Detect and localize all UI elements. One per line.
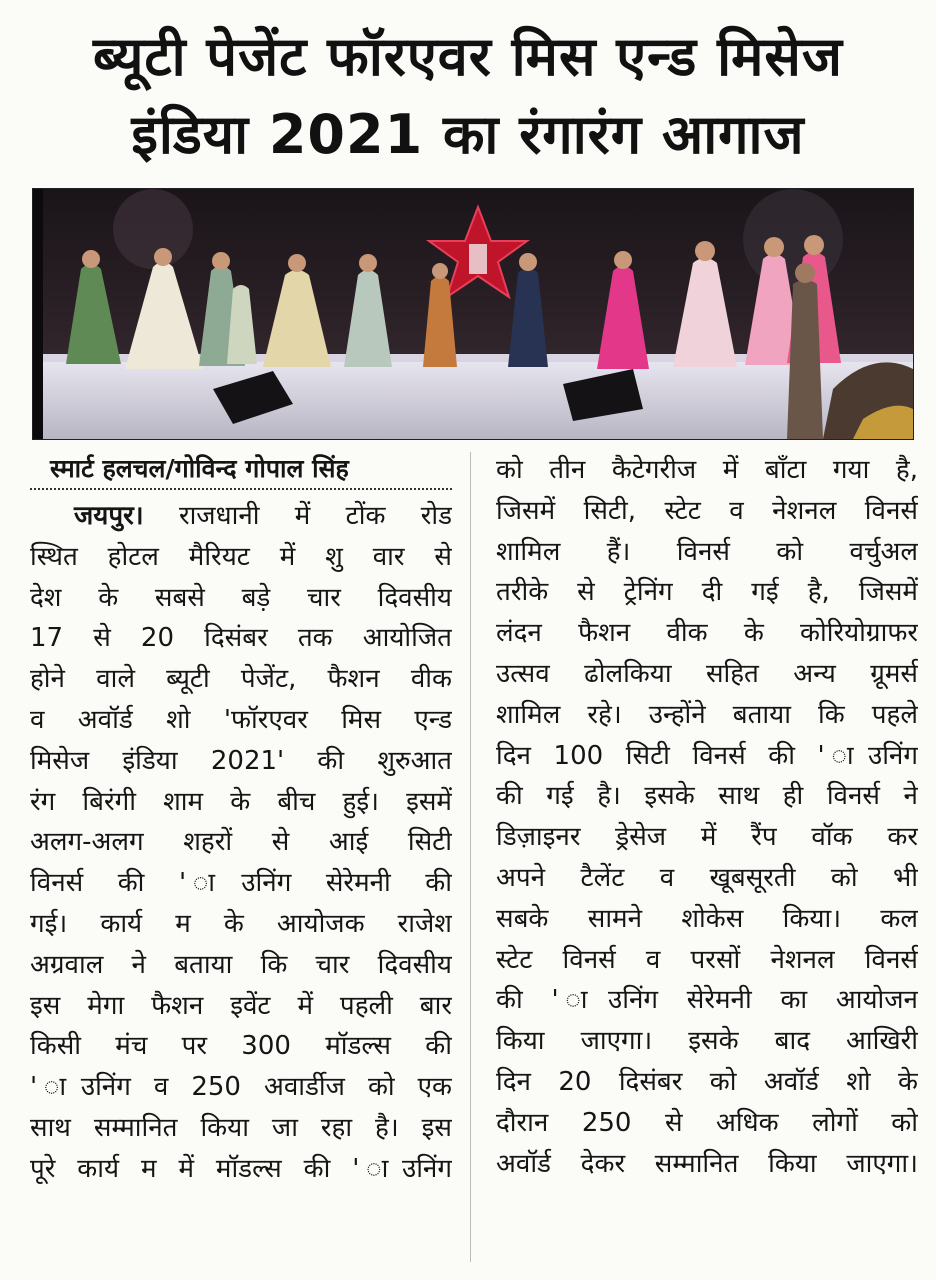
article-line: देश के सबसे बड़े चार दिवसीय bbox=[30, 582, 452, 613]
article-line: पूरे कार्य म में मॉडल्स की ' ाउनिंग bbox=[30, 1153, 452, 1184]
fashion-show-photo bbox=[32, 188, 914, 440]
article-line: रंग बिरंगी शाम के बीच हुई। इसमें bbox=[30, 786, 452, 817]
article-line: दिन 100 सिटी विनर्स की ' ाउनिंग bbox=[496, 740, 918, 771]
article-line: अपने टैलेंट व खूबसूरती को भी bbox=[496, 862, 918, 893]
article-line: स्टेट विनर्स व परसों नेशनल विनर्स bbox=[496, 944, 918, 975]
article-line: शामिल हैं। विनर्स को वर्चुअल bbox=[496, 536, 918, 567]
column-divider bbox=[470, 452, 471, 1262]
article-line: विनर्स की ' ाउनिंग सेरेमनी की bbox=[30, 868, 452, 899]
article-line: व अवॉर्ड शो 'फॉरएवर मिस एन्ड bbox=[30, 704, 452, 735]
article-line: अलग-अलग शहरों से आई सिटी bbox=[30, 827, 452, 858]
article-line: जयपुर। राजधानी में टोंक रोड bbox=[74, 501, 452, 531]
article-line: साथ सम्मानित किया जा रहा है। इस bbox=[30, 1112, 452, 1143]
article-line: अवॉर्ड देकर सम्मानित किया जाएगा। bbox=[496, 1148, 918, 1179]
dateline: जयपुर। bbox=[74, 501, 144, 531]
runway-stage-image bbox=[33, 189, 913, 439]
article-line: शामिल रहे। उन्होंने बताया कि पहले bbox=[496, 699, 918, 730]
article-line: ' ाउनिंग व 250 अवार्डीज को एक bbox=[30, 1072, 452, 1103]
article-line: दिन 20 दिसंबर को अवॉर्ड शो के bbox=[496, 1066, 918, 1097]
article-column-right bbox=[496, 450, 918, 1184]
byline: स्मार्ट हलचल/गोविन्द गोपाल सिंह bbox=[30, 450, 452, 490]
article-line: होने वाले ब्यूटी पेजेंट, फैशन वीक bbox=[30, 664, 452, 695]
article-line: गई। कार्य म के आयोजक राजेश bbox=[30, 908, 452, 939]
article-line: किसी मंच पर 300 मॉडल्स की bbox=[30, 1031, 452, 1062]
headline-line-2: इंडिया 2021 का रंगारंग आगाज bbox=[131, 103, 805, 166]
article-line: तरीके से ट्रेनिंग दी गई है, जिसमें bbox=[496, 577, 918, 608]
article-line: को तीन कैटेगरीज में बाँटा गया है, bbox=[496, 455, 918, 485]
article-column-left bbox=[30, 450, 452, 1190]
article-line: उत्सव ढोलकिया सहित अन्य ग्रूमर्स bbox=[496, 658, 918, 689]
article-line: इस मेगा फैशन इवेंट में पहली बार bbox=[30, 990, 452, 1021]
article-line: की ' ाउनिंग सेरेमनी का आयोजन bbox=[496, 985, 918, 1016]
article-line: डिज़ाइनर ड्रेसेज में रैंप वॉक कर bbox=[496, 822, 918, 853]
article-line: की गई है। इसके साथ ही विनर्स ने bbox=[496, 781, 918, 812]
article-line: जिसमें सिटी, स्टेट व नेशनल विनर्स bbox=[496, 495, 918, 526]
article-line: सबके सामने शोकेस किया। कल bbox=[496, 903, 918, 934]
article-line: 17 से 20 दिसंबर तक आयोजित bbox=[30, 623, 452, 654]
headline bbox=[20, 18, 916, 174]
article-line: अग्रवाल ने बताया कि चार दिवसीय bbox=[30, 949, 452, 980]
headline-line-1: ब्यूटी पेजेंट फॉरएवर मिस एन्ड मिसेज bbox=[93, 25, 843, 88]
article-line: लंदन फैशन वीक के कोरियोग्राफर bbox=[496, 618, 918, 649]
article-line: स्थित होटल मैरियट में शु वार से bbox=[30, 541, 452, 572]
article-line: दौरान 250 से अधिक लोगों को bbox=[496, 1107, 918, 1138]
article-line: मिसेज इंडिया 2021' की शुरुआत bbox=[30, 745, 452, 776]
article-line: किया जाएगा। इसके बाद आखिरी bbox=[496, 1026, 918, 1057]
